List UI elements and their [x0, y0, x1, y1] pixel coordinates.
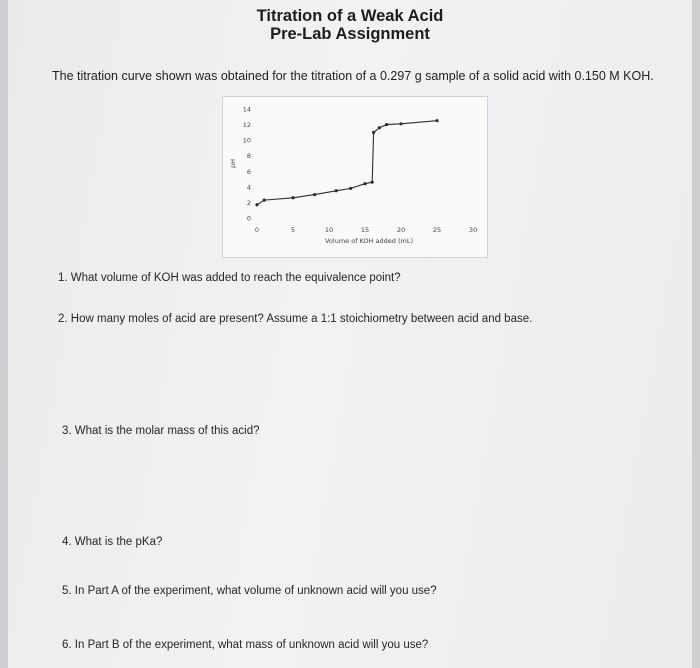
x-axis-label: Volume of KOH added (mL)	[324, 237, 414, 245]
y-axis-label: pH	[229, 158, 237, 169]
data-point	[378, 126, 381, 129]
y-tick-label: 8	[246, 152, 251, 161]
question-5: 5. In Part A of the experiment, what volume of unknown acid will you use?	[62, 585, 437, 597]
question-1: 1. What volume of KOH was added to reach the equivalence point?	[58, 272, 401, 284]
intro-text: The titration curve shown was obtained for the titration of a 0.297 g sample of a solid acid with 0.150 M KOH.	[52, 69, 654, 83]
x-tick-label: 10	[324, 226, 334, 234]
x-tick-label: 20	[396, 226, 406, 234]
question-2: 2. How many moles of acid are present? Assume a 1:1 stoichiometry between acid and base.	[58, 313, 533, 325]
question-3: 3. What is the molar mass of this acid?	[62, 425, 260, 437]
y-tick-label: 4	[246, 183, 251, 192]
series-line	[257, 121, 437, 205]
y-tick-label: 10	[242, 136, 251, 145]
y-tick-label: 12	[242, 121, 251, 130]
titration-chart-svg	[223, 97, 487, 257]
data-point	[349, 187, 352, 190]
x-tick-label: 0	[254, 226, 260, 234]
data-point	[263, 198, 266, 201]
data-point	[313, 193, 316, 196]
data-point	[291, 196, 294, 199]
question-6: 6. In Part B of the experiment, what mass of unknown acid will you use?	[62, 639, 429, 651]
page-title: Titration of a Weak Acid	[256, 7, 444, 25]
titration-chart	[222, 96, 488, 258]
y-tick-label: 6	[246, 167, 251, 176]
y-tick-label: 14	[242, 105, 251, 114]
x-tick-label: 30	[468, 226, 478, 234]
data-point	[363, 182, 366, 185]
data-point	[399, 122, 402, 125]
question-4: 4. What is the pKa?	[62, 536, 163, 548]
data-point	[385, 123, 388, 126]
y-tick-label: 2	[246, 198, 251, 207]
data-point	[435, 119, 438, 122]
data-point	[371, 181, 374, 184]
x-tick-label: 25	[432, 226, 442, 234]
page-subtitle: Pre-Lab Assignment	[270, 25, 430, 43]
y-tick-label: 0	[246, 214, 251, 223]
x-tick-label: 15	[360, 226, 370, 234]
data-point	[335, 189, 338, 192]
data-point	[372, 131, 375, 134]
x-tick-label: 5	[290, 226, 296, 234]
data-point	[255, 203, 258, 206]
